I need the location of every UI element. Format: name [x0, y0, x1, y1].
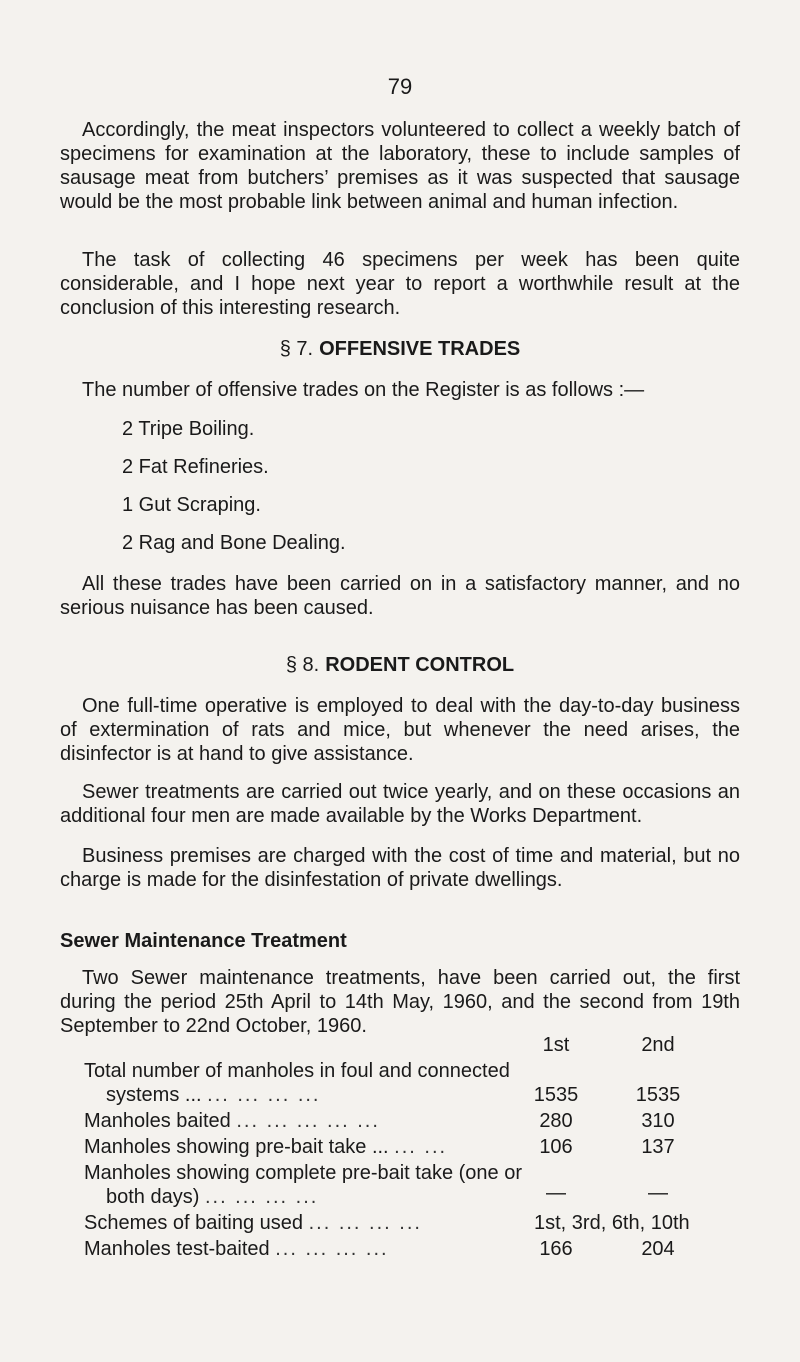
paragraph-specimens	[60, 248, 740, 320]
paragraph-text: Accordingly, the meat inspectors volunteered to collect a weekly batch of specimens for examination at the laboratory, these to include samples of sausage meat from butchers’ premises as it was suspected that sausage would be the most probable link between animal and human infection.	[60, 119, 740, 213]
trade-item: 1 Gut Scraping.	[122, 494, 261, 516]
table-row-label: Total number of manholes in foul and connected	[84, 1060, 510, 1082]
label-text: Manholes baited	[84, 1110, 231, 1132]
column-header-2nd: 2nd	[641, 1034, 675, 1056]
section-symbol: § 7.	[279, 338, 314, 360]
column-header-1st: 1st	[542, 1034, 570, 1056]
table-cell: 166	[539, 1238, 573, 1260]
table-cell: —	[546, 1182, 566, 1204]
page-number: 79	[387, 74, 413, 99]
paragraph-operative	[60, 694, 740, 766]
paragraph-trades-summary	[60, 572, 740, 620]
table-cell: 1535	[635, 1084, 681, 1106]
table-cell: 280	[539, 1110, 573, 1132]
paragraph-text: The task of collecting 46 specimens per week has been quite considerable, and I hope next year to report a worthwhile result at the conclusion of this interesting research.	[60, 249, 740, 319]
paragraph-text: Two Sewer maintenance treatments, have been carried out, the first during the period 25th April to 14th May, 1960, and the second from 19th September to 22nd October, 1960.	[60, 967, 740, 1037]
section-7-heading	[0, 338, 800, 361]
table-row-label-cont: both days) ... ... ... ...	[106, 1186, 319, 1208]
paragraph-text: The number of offensive trades on the Register is as follows :—	[82, 379, 645, 401]
table-row-label: Manholes showing pre-bait take ... ... ...	[84, 1136, 448, 1158]
section-title: OFFENSIVE TRADES	[319, 338, 521, 360]
table-cell: —	[648, 1182, 668, 1204]
paragraph-text: All these trades have been carried on in a satisfactory manner, and no serious nuisance has been caused.	[60, 573, 740, 619]
paragraph-business-premises	[60, 844, 740, 892]
table-row-label: Manholes baited ... ... ... ... ...	[84, 1110, 380, 1132]
label-text: Manholes test-baited	[84, 1238, 270, 1260]
section-8-heading	[0, 654, 800, 677]
section-title: RODENT CONTROL	[325, 654, 515, 676]
label-continuation: both days)	[106, 1186, 200, 1208]
paragraph-text: One full-time operative is employed to deal with the day-to-day business of extermination of rats and mice, but whenever the need arises, the disinfector is at hand to give assistance.	[60, 695, 740, 765]
table-row-label: Manholes test-baited ... ... ... ...	[84, 1238, 389, 1260]
label-text: Manholes showing pre-bait take ...	[84, 1136, 389, 1158]
paragraph-offensive-trades-intro	[60, 378, 740, 402]
trade-item: 2 Fat Refineries.	[122, 456, 269, 478]
table-cell: 310	[641, 1110, 675, 1132]
trade-item: 2 Tripe Boiling.	[122, 418, 255, 440]
paragraph-text: Sewer treatments are carried out twice yearly, and on these occasions an additional four men are made available by the Works Department.	[60, 781, 740, 827]
label-continuation: systems ...	[106, 1084, 202, 1106]
table-cell: 1535	[533, 1084, 579, 1106]
table-row-label-cont: systems ... ... ... ... ...	[106, 1084, 321, 1106]
section-symbol: § 8.	[285, 654, 320, 676]
trade-item: 2 Rag and Bone Dealing.	[122, 532, 346, 554]
paragraph-meat-inspectors	[60, 118, 740, 214]
sewer-maintenance-heading: Sewer Maintenance Treatment	[60, 930, 347, 952]
paragraph-sewer-maintenance	[60, 966, 740, 1038]
table-row-label: Manholes showing complete pre-bait take (one or	[84, 1162, 523, 1184]
table-row-label: Schemes of baiting used ... ... ... ...	[84, 1212, 422, 1234]
table-cell-span: 1st, 3rd, 6th, 10th	[534, 1212, 690, 1234]
table-cell: 204	[641, 1238, 675, 1260]
table-cell: 106	[539, 1136, 573, 1158]
label-text: Schemes of baiting used	[84, 1212, 304, 1234]
paragraph-text: Business premises are charged with the cost of time and material, but no charge is made for the disinfestation of private dwellings.	[60, 845, 740, 891]
paragraph-sewer-treatments	[60, 780, 740, 828]
table-cell: 137	[641, 1136, 675, 1158]
